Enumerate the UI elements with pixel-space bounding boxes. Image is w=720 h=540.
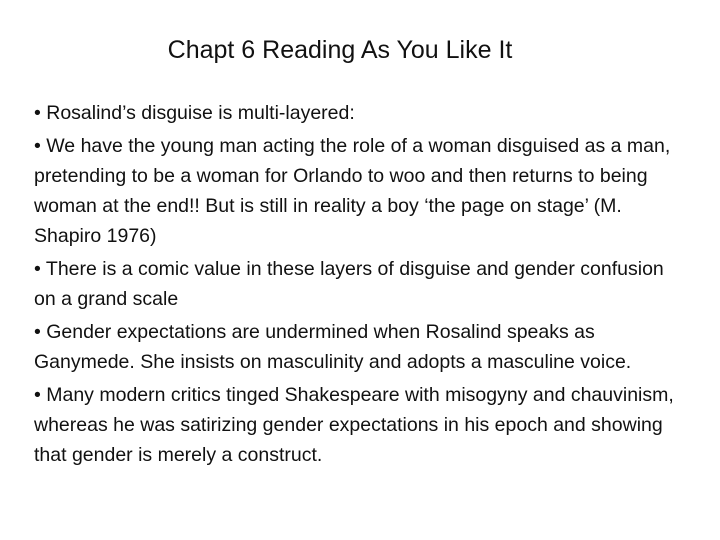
bullet-item bbox=[34, 131, 674, 251]
bullet-item bbox=[34, 98, 674, 128]
bullet-marker: • bbox=[34, 384, 41, 406]
bullet-text: Many modern critics tinged Shakespeare with misogyny and chauvinism, whereas he was satirizing gender expectations in his epoch and showing that gender is merely a construct. bbox=[34, 384, 674, 466]
slide-title: Chapt 6 Reading As You Like It bbox=[167, 36, 513, 64]
bullet-item bbox=[34, 380, 674, 470]
bullet-marker: • bbox=[34, 321, 41, 343]
bullet-marker: • bbox=[34, 258, 41, 280]
bullet-item bbox=[34, 317, 674, 377]
bullet-text: We have the young man acting the role of a woman disguised as a man, pretending to be a woman for Orlando to woo and then returns to being woman at the end!! But is still in reality a boy ‘the page on stage’ (M. Shapiro 1976) bbox=[34, 135, 671, 247]
bullet-marker: • bbox=[34, 135, 41, 157]
bullet-item bbox=[34, 254, 674, 314]
bullet-list bbox=[34, 98, 674, 473]
bullet-marker: • bbox=[34, 102, 41, 124]
bullet-text: Rosalind’s disguise is multi-layered: bbox=[46, 102, 355, 124]
bullet-text: There is a comic value in these layers of disguise and gender confusion on a grand scale bbox=[34, 258, 664, 310]
bullet-text: Gender expectations are undermined when Rosalind speaks as Ganymede. She insists on masculinity and adopts a masculine voice. bbox=[34, 321, 632, 373]
